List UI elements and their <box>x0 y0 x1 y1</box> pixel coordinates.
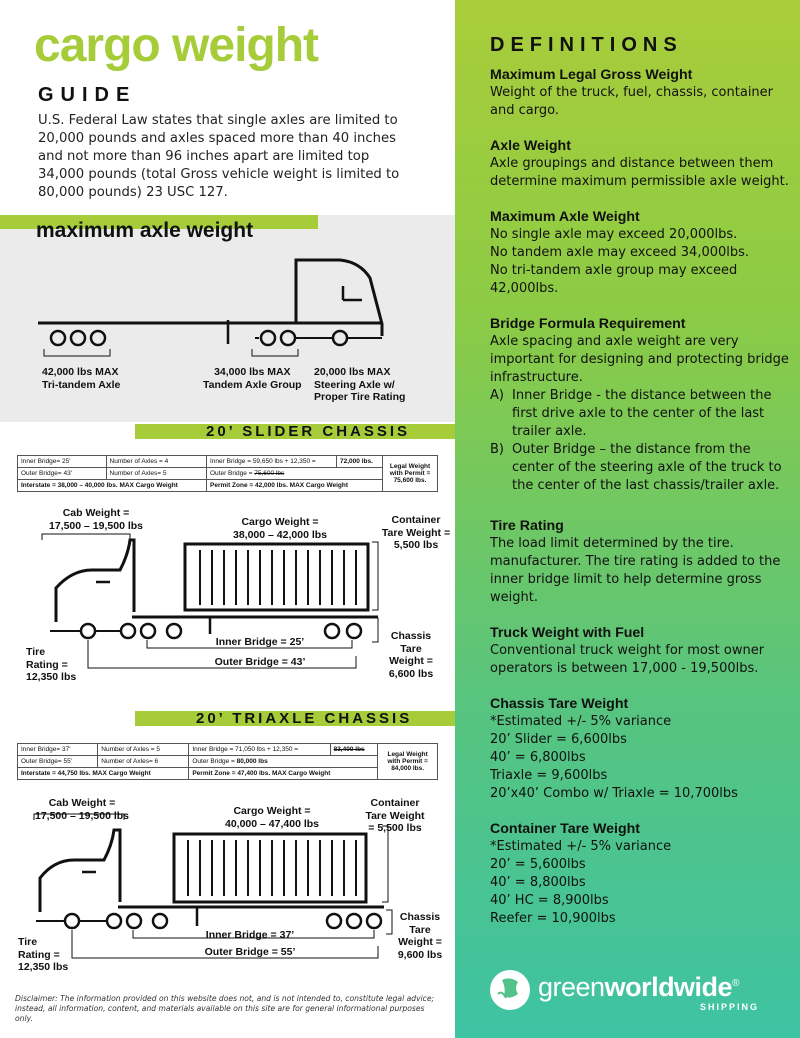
definition-title: Tire Rating <box>490 518 564 534</box>
definition-line: 40’ = 6,800lbs <box>490 750 586 765</box>
intro-paragraph: U.S. Federal Law states that single axles are limited to 20,000 pounds and axles spaced more than 40 inches and not more than 96 inches apart are limited top 34,000 pounds (total Gross vehicle weight is limited to 80,000 pounds) 23 USC 127. <box>38 113 400 200</box>
definition-line: Reefer = 10,900lbs <box>490 911 616 926</box>
definitions-list <box>490 66 790 945</box>
logo-wordmark: greenworldwide® <box>538 972 739 1002</box>
table-cell: Permit Zone = 42,000 lbs. MAX Cargo Weight <box>207 480 383 492</box>
definition-chassis-tare <box>490 695 790 803</box>
slider-tire-rating-label: Tire Rating = 12,350 lbs <box>26 646 77 683</box>
triaxle-title: 20’ TRIAXLE CHASSIS <box>196 710 413 727</box>
globe-logo-icon <box>488 968 532 1012</box>
definition-body: Conventional truck weight for most owner operators is between 17,000 - 19,500lbs. <box>490 643 765 676</box>
table-cell: Inner Bridge = 71,050 lbs + 12,350 = <box>189 744 330 756</box>
definition-body: The load limit determined by the tire. manufacturer. The tire rating is added to the inner bridge limit to help determine gross weight. <box>490 536 781 605</box>
definition-axle-weight <box>490 137 790 191</box>
definition-title: Axle Weight <box>490 138 571 154</box>
slider-cab-weight-label: Cab Weight = 17,500 – 19,500 lbs <box>49 507 143 532</box>
definition-mlgw <box>490 66 790 120</box>
definition-body: Axle spacing and axle weight are very important for designing and protecting bridge infrastructure. <box>490 334 789 385</box>
slider-chassis-tare-label: Chassis Tare Weight = 6,600 lbs <box>388 630 434 680</box>
disclaimer: Disclaimer: The information provided on this website does not, and is not intended to, constitute legal advice; instead, all information, content, and materials available on this site are for general informational purposes only. <box>15 994 435 1023</box>
bridge-item-b: B) Outer Bridge – the distance from the center of the steering axle of the truck to the center of the last chassis/trailer axle. <box>490 442 782 493</box>
definition-truck-weight <box>490 624 790 678</box>
greenworldwide-logo <box>488 968 788 1018</box>
definition-tire-rating <box>490 517 790 607</box>
definition-title: Container Tare Weight <box>490 821 641 837</box>
definition-line: No tri-tandem axle group may exceed 42,000lbs. <box>490 263 738 296</box>
definition-line: No single axle may exceed 20,000lbs. <box>490 227 738 242</box>
table-cell: Interstate = 38,000 – 40,000 lbs. MAX Cargo Weight <box>18 480 207 492</box>
triaxle-cab-weight-label: Cab Weight = 17,500 – 19,500 lbs <box>35 797 129 822</box>
definitions-heading: DEFINITIONS <box>490 34 683 56</box>
table-cell: 72,000 lbs. <box>337 456 383 468</box>
triaxle-chassis-tare-label: Chassis Tare Weight = 9,600 lbs <box>397 911 443 961</box>
max-axle-title: maximum axle weight <box>36 219 254 242</box>
definitions-panel <box>455 0 800 1038</box>
definition-line: 40’ HC = 8,900lbs <box>490 893 609 908</box>
table-cell: Inner Bridge = 59,650 lbs + 12,350 = <box>207 456 337 468</box>
slider-title: 20’ SLIDER CHASSIS <box>206 423 411 440</box>
slider-container-tare-label: Container Tare Weight = 5,500 lbs <box>381 514 451 551</box>
table-cell: 83,400 lbs <box>330 744 378 756</box>
slider-spec-table <box>17 455 438 492</box>
logo-shipping-text: SHIPPING <box>700 1002 760 1012</box>
definition-title: Bridge Formula Requirement <box>490 316 686 332</box>
definition-title: Maximum Axle Weight <box>490 209 640 225</box>
slider-outer-bridge-label: Outer Bridge = 43’ <box>214 656 306 668</box>
definition-body: Weight of the truck, fuel, chassis, container and cargo. <box>490 85 774 118</box>
slider-inner-bridge-label: Inner Bridge = 25’ <box>215 636 305 648</box>
max-axle-truck-diagram <box>0 248 455 358</box>
tandem-axle-label: 34,000 lbs MAX Tandem Axle Group <box>203 366 302 391</box>
definition-container-tare <box>490 820 790 928</box>
bridge-item-a: A) Inner Bridge - the distance between the first drive axle to the center of the last trailer axle. <box>490 388 772 439</box>
table-cell: Inner Bridge= 37' <box>18 744 98 756</box>
triaxle-container-tare-label: Container Tare Weight = 5,500 lbs <box>365 797 425 834</box>
triaxle-cargo-weight-label: Cargo Weight = 40,000 – 47,400 lbs <box>225 805 319 830</box>
definition-max-axle-weight <box>490 208 790 298</box>
triaxle-outer-bridge-label: Outer Bridge = 55’ <box>204 946 296 958</box>
definition-line: Triaxle = 9,600lbs <box>490 768 608 783</box>
definition-title: Maximum Legal Gross Weight <box>490 67 693 83</box>
slider-cargo-weight-label: Cargo Weight = 38,000 – 42,000 lbs <box>233 516 327 541</box>
legal-weight-cell: Legal Weight with Permit = 84,000 lbs. <box>378 744 438 780</box>
definition-line: 20’ Slider = 6,600lbs <box>490 732 627 747</box>
definition-line: *Estimated +/- 5% variance <box>490 714 672 729</box>
table-cell: Inner Bridge= 25' <box>18 456 107 468</box>
table-cell: Interstate = 44,750 lbs. MAX Cargo Weight <box>18 768 189 780</box>
definition-bridge-formula <box>490 315 790 495</box>
page-title: cargo weight <box>34 19 319 72</box>
definition-line: No tandem axle may exceed 34,000lbs. <box>490 245 750 260</box>
definition-body: Axle groupings and distance between them determine maximum permissible axle weight. <box>490 156 789 189</box>
table-cell: Number of Axles= 6 <box>98 756 189 768</box>
table-cell: Permit Zone = 47,400 lbs. MAX Cargo Weight <box>189 768 378 780</box>
table-cell: Number of Axles = 5 <box>98 744 189 756</box>
definition-title: Chassis Tare Weight <box>490 696 629 712</box>
definition-line: 20’ = 5,600lbs <box>490 857 586 872</box>
table-cell: Number of Axles = 4 <box>106 456 206 468</box>
triaxle-inner-bridge-label: Inner Bridge = 37’ <box>205 929 295 941</box>
tri-tandem-label: 42,000 lbs MAX Tri-tandem Axle <box>42 366 121 391</box>
table-cell: Number of Axles= 5 <box>106 468 206 480</box>
legal-weight-cell: Legal Weight with Permit = 75,600 lbs. <box>383 456 438 492</box>
definition-line: 40’ = 8,800lbs <box>490 875 586 890</box>
definition-title: Truck Weight with Fuel <box>490 625 645 641</box>
page-subtitle: GUIDE <box>38 84 137 106</box>
triaxle-spec-table <box>17 743 438 780</box>
table-cell: Outer Bridge = 80,000 lbs <box>189 756 378 768</box>
table-cell: Outer Bridge = 75,600 lbs <box>207 468 383 480</box>
table-cell: Outer Bridge= 43' <box>18 468 107 480</box>
table-cell: Outer Bridge= 55' <box>18 756 98 768</box>
definition-line: *Estimated +/- 5% variance <box>490 839 672 854</box>
steering-axle-label: 20,000 lbs MAX Steering Axle w/ Proper Tire Rating <box>314 366 406 403</box>
definition-line: 20’x40’ Combo w/ Triaxle = 10,700lbs <box>490 786 738 801</box>
triaxle-tire-rating-label: Tire Rating = 12,350 lbs <box>18 936 69 973</box>
